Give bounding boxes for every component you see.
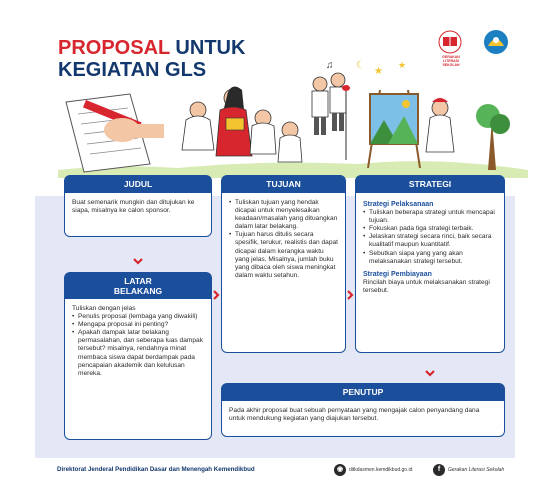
strategi-subheading-pembiayaan: Strategi Pembiayaan	[363, 270, 432, 278]
card-judul	[64, 175, 212, 237]
strategi-subheading-pelaksanaan: Strategi Pelaksanaan	[363, 201, 434, 208]
list-item: • Tujuan harus ditulis secara spesifik, terukur, realistis dan dapat dicapai dalam kerangka waktu yang jelas. Misalnya, jumlah buku yang dibaca oleh siswa meningkat dalam waktu setahun.	[229, 231, 338, 280]
arrow-down-icon	[425, 368, 435, 378]
children-reading-group	[182, 73, 346, 162]
card-latar-intro: Tuliskan dengan jelas	[72, 305, 136, 312]
card-latar-heading	[65, 273, 211, 299]
card-latar-heading-line1: LATAR	[124, 276, 152, 286]
card-strategi-body	[356, 193, 504, 301]
card-latar-belakang	[64, 272, 212, 440]
card-judul-heading: JUDUL	[65, 176, 211, 193]
arrow-right-icon	[211, 290, 221, 300]
card-latar-heading-line2: BELAKANG	[113, 286, 163, 296]
star-icon: ★	[398, 60, 407, 70]
list-item: • Tuliskan tujuan yang hendak dicapai untuk menyelesaikan keadaan/masalah yang dituangkan dalam latar belakang.	[229, 199, 338, 231]
list-item: • Jelaskan strategi secara rinci, baik secara kualitatif maupun kuantitatif.	[363, 233, 497, 249]
globe-icon: ◉	[334, 464, 346, 476]
arrow-right-icon	[345, 290, 355, 300]
list-item: • Mengapa proposal ini penting?	[72, 321, 204, 329]
footer-facebook[interactable]	[433, 464, 504, 476]
arrow-down-icon	[133, 256, 143, 266]
card-latar-body	[65, 299, 211, 384]
moon-icon: ☾	[356, 60, 365, 71]
header-illustration	[58, 60, 528, 178]
list-item: • Sebutkan siapa yang yang akan melaksanakan strategi tersebut.	[363, 250, 497, 266]
easel-painting	[368, 90, 420, 168]
strategi-pembiayaan-body: Rincilah biaya untuk melaksanakan strategi tersebut.	[363, 278, 490, 294]
list-item: • Tuliskan beberapa strategi untuk mencapai tujuan.	[363, 209, 497, 225]
card-penutup-body: Pada akhir proposal buat sebuah pernyataan yang mengajak calon penyandang dana untuk mendukung kegiatan yang diajukan tersebut.	[229, 407, 480, 423]
card-penutup	[221, 383, 505, 437]
card-penutup-heading: PENUTUP	[222, 384, 504, 401]
card-strategi-heading: STRATEGI	[356, 176, 504, 193]
footer-website[interactable]	[334, 464, 412, 476]
title-highlight: PROPOSAL	[58, 37, 170, 59]
paper-and-pen-drawing	[66, 94, 164, 172]
card-tujuan-body	[222, 193, 345, 286]
list-item: • Fokuskan pada tiga strategi terbaik.	[363, 225, 497, 233]
star-icon: ★	[374, 66, 383, 77]
footer-website-text: ditkdasmen.kemdikbud.go.id	[349, 467, 413, 473]
title-rest: UNTUK	[169, 37, 246, 59]
footer-organization: Direktorat Jenderal Pendidikan Dasar dan Menengah Kemendikbud	[57, 466, 255, 473]
list-item: • Penulis proposal (lembaga yang diwakili)	[72, 313, 204, 321]
gls-logo-text: GERAKAN LITERASI SEKOLAH	[442, 55, 460, 67]
card-strategi	[355, 175, 505, 353]
card-tujuan	[221, 175, 346, 353]
card-tujuan-heading: TUJUAN	[222, 176, 345, 193]
music-note-icon: ♫	[326, 60, 334, 71]
card-judul-body: Buat semenarik mungkin dan ditujukan ke siapa, misalnya ke calon sponsor.	[72, 199, 195, 215]
facebook-icon: f	[433, 464, 445, 476]
footer-facebook-text: Gerakan Literasi Sekolah	[448, 467, 505, 473]
list-item: • Apakah dampak latar belakang permasalahan, dan seberapa luas dampak tersebut? misalnya, rendahnya minat membaca siswa dapat berdampak pada pencapaian akademik dan kelulusan mereka.	[72, 329, 204, 378]
title-line2: KEGIATAN GLS	[58, 59, 207, 81]
